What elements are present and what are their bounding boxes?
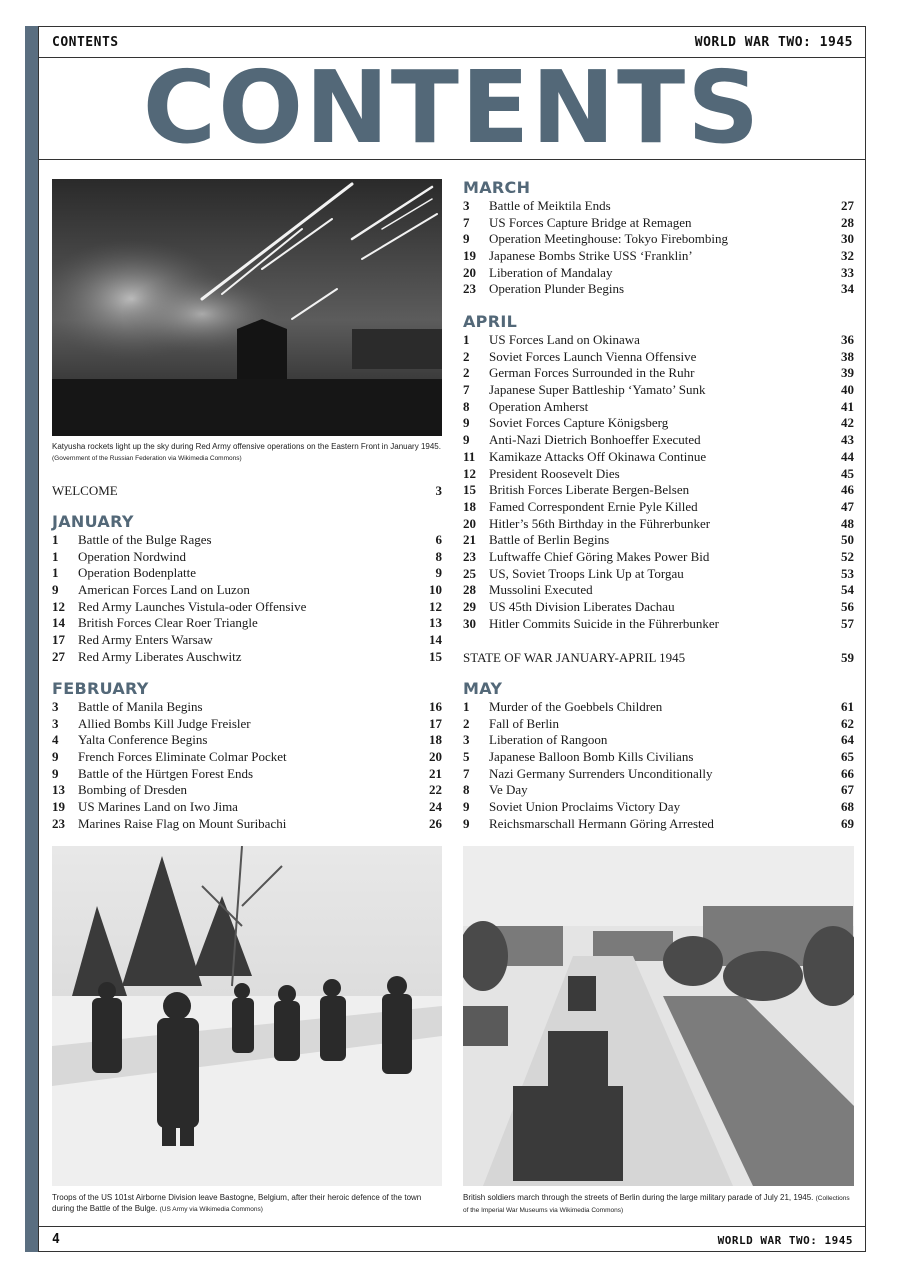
april-entry-list	[463, 332, 854, 632]
entry-day: 9	[463, 415, 470, 431]
entry-title: Red Army Launches Vistula-oder Offensive	[78, 598, 307, 614]
entry-title: Battle of Manila Begins	[78, 699, 203, 714]
entry-day: 23	[463, 548, 476, 564]
entry-page: 46	[841, 482, 854, 498]
entry-title: Soviet Forces Launch Vienna Offensive	[489, 348, 697, 364]
caption-credit: (Collections of the Imperial War Museums via Wikimedia Commons)	[463, 1195, 850, 1214]
entry-day: 8	[463, 398, 470, 414]
section-heading-may: MAY	[463, 679, 503, 698]
entry-day: 20	[463, 515, 476, 531]
entry-day: 1	[52, 532, 59, 547]
toc-entry-january[interactable]	[52, 599, 442, 616]
entry-day: 12	[52, 598, 65, 614]
toc-entry-april[interactable]	[463, 349, 854, 366]
entry-title: Reichsmarschall Hermann Göring Arrested	[489, 815, 714, 831]
entry-page: 65	[841, 749, 854, 765]
entry-title: Yalta Conference Begins	[78, 732, 208, 748]
toc-entry-january[interactable]	[52, 532, 442, 549]
entry-title: Bombing of Dresden	[78, 782, 188, 798]
toc-entry-april[interactable]	[463, 399, 854, 416]
toc-entry-april[interactable]	[463, 549, 854, 566]
running-header-left: CONTENTS	[52, 35, 119, 50]
entry-page: 41	[841, 398, 854, 414]
section-heading-april: APRIL	[463, 312, 518, 331]
entry-page: 50	[841, 532, 854, 548]
toc-entry-may[interactable]	[463, 732, 854, 749]
toc-entry-february[interactable]	[52, 749, 442, 766]
berlin-parade-photo	[463, 846, 854, 1186]
entry-title: Japanese Super Battleship ‘Yamato’ Sunk	[489, 382, 706, 398]
toc-entry-may[interactable]	[463, 716, 854, 733]
entry-page: 47	[841, 498, 854, 514]
page-number: 4	[52, 1232, 61, 1247]
section-heading-february: FEBRUARY	[52, 679, 149, 698]
state-of-war-title: STATE OF WAR JANUARY-APRIL 1945	[463, 650, 686, 665]
toc-entry-february[interactable]	[52, 782, 442, 799]
toc-entry-may[interactable]	[463, 766, 854, 783]
toc-entry-march[interactable]	[463, 198, 854, 215]
entry-day: 1	[52, 565, 59, 581]
entry-page: 64	[841, 732, 854, 748]
entry-page: 54	[841, 582, 854, 598]
toc-state-of-war-entry[interactable]	[463, 650, 854, 666]
entry-day: 14	[52, 615, 65, 631]
entry-day: 18	[463, 498, 476, 514]
entry-day: 2	[463, 348, 470, 364]
entry-title: Operation Plunder Begins	[489, 281, 625, 297]
entry-page: 17	[429, 715, 442, 731]
section-heading-march: MARCH	[463, 178, 531, 197]
entry-page: 40	[841, 382, 854, 398]
entry-page: 26	[429, 815, 442, 831]
entry-day: 9	[52, 749, 59, 765]
toc-entry-february[interactable]	[52, 816, 442, 833]
entry-page: 34	[841, 281, 854, 297]
toc-entry-february[interactable]	[52, 799, 442, 816]
entry-page: 30	[841, 231, 854, 247]
toc-entry-april[interactable]	[463, 415, 854, 432]
entry-title: Japanese Bombs Strike USS ‘Franklin’	[489, 248, 693, 264]
entry-page: 16	[429, 699, 442, 714]
entry-title: Operation Bodenplatte	[78, 565, 197, 581]
entry-title: Soviet Union Proclaims Victory Day	[489, 799, 681, 815]
entry-day: 1	[463, 332, 470, 347]
march-entry-list	[463, 198, 854, 298]
entry-day: 3	[463, 198, 470, 213]
entry-title: Red Army Liberates Auschwitz	[78, 648, 242, 664]
caption-text: Katyusha rockets light up the sky during Red Army offensive operations on the Eastern Front in January 1945.	[52, 442, 441, 451]
toc-entry-april[interactable]	[463, 382, 854, 399]
entry-page: 21	[429, 765, 442, 781]
toc-entry-may[interactable]	[463, 816, 854, 833]
entry-day: 9	[52, 582, 59, 598]
february-entry-list	[52, 699, 442, 833]
entry-page: 38	[841, 348, 854, 364]
section-heading-january: JANUARY	[52, 512, 134, 531]
entry-day: 9	[463, 815, 470, 831]
entry-title: British Forces Liberate Bergen-Belsen	[489, 482, 690, 498]
caption-text: Troops of the US 101st Airborne Division leave Bastogne, Belgium, after their heroic defence of the town during the Battle of the Bulge.	[52, 1193, 422, 1213]
toc-entry-january[interactable]	[52, 632, 442, 649]
entry-page: 68	[841, 799, 854, 815]
entry-day: 1	[463, 699, 470, 714]
entry-day: 2	[463, 715, 470, 731]
bastogne-photo-caption	[52, 1192, 442, 1215]
entry-page: 14	[429, 632, 442, 648]
toc-entry-march[interactable]	[463, 231, 854, 248]
entry-day: 23	[463, 281, 476, 297]
entry-title: Mussolini Executed	[489, 582, 593, 598]
entry-title: Liberation of Mandalay	[489, 264, 613, 280]
entry-title: Japanese Balloon Bomb Kills Civilians	[489, 749, 694, 765]
entry-day: 5	[463, 749, 470, 765]
entry-day: 28	[463, 582, 476, 598]
entry-page: 62	[841, 715, 854, 731]
entry-title: German Forces Surrounded in the Ruhr	[489, 365, 695, 381]
entry-day: 3	[52, 699, 59, 714]
entry-title: Murder of the Goebbels Children	[489, 699, 663, 714]
entry-day: 12	[463, 465, 476, 481]
entry-title: Nazi Germany Surrenders Unconditionally	[489, 765, 713, 781]
entry-day: 4	[52, 732, 59, 748]
toc-entry-april[interactable]	[463, 616, 854, 633]
entry-title: Luftwaffe Chief Göring Makes Power Bid	[489, 548, 710, 564]
caption-credit: (Government of the Russian Federation via Wikimedia Commons)	[52, 455, 242, 462]
toc-entry-april[interactable]	[463, 599, 854, 616]
entry-day: 19	[52, 799, 65, 815]
entry-page: 9	[435, 565, 442, 581]
entry-page: 66	[841, 765, 854, 781]
welcome-title: WELCOME	[52, 483, 118, 498]
page-spine-bar	[25, 26, 38, 1252]
entry-day: 30	[463, 615, 476, 631]
entry-page: 8	[435, 548, 442, 564]
toc-entry-may[interactable]	[463, 749, 854, 766]
entry-day: 9	[463, 231, 470, 247]
toc-entry-april[interactable]	[463, 365, 854, 382]
entry-day: 11	[463, 448, 476, 464]
entry-page: 20	[429, 749, 442, 765]
entry-day: 1	[52, 548, 59, 564]
entry-title: Marines Raise Flag on Mount Suribachi	[78, 815, 287, 831]
toc-entry-may[interactable]	[463, 799, 854, 816]
entry-title: Kamikaze Attacks Off Okinawa Continue	[489, 448, 707, 464]
entry-title: US 45th Division Liberates Dachau	[489, 599, 675, 614]
entry-day: 8	[463, 782, 470, 798]
entry-page: 28	[841, 214, 854, 230]
toc-entry-march[interactable]	[463, 281, 854, 298]
entry-title: Famed Correspondent Ernie Pyle Killed	[489, 498, 698, 514]
entry-page: 39	[841, 365, 854, 381]
toc-entry-january[interactable]	[52, 615, 442, 632]
toc-entry-april[interactable]	[463, 582, 854, 599]
entry-day: 9	[52, 765, 59, 781]
entry-title: Anti-Nazi Dietrich Bonhoeffer Executed	[489, 432, 701, 448]
may-entry-list	[463, 699, 854, 833]
toc-entry-april[interactable]	[463, 499, 854, 516]
entry-page: 56	[841, 599, 854, 614]
toc-entry-march[interactable]	[463, 248, 854, 265]
toc-entry-january[interactable]	[52, 565, 442, 582]
toc-entry-february[interactable]	[52, 766, 442, 783]
entry-title: Operation Meetinghouse: Tokyo Firebombing	[489, 231, 728, 247]
entry-day: 19	[463, 248, 476, 264]
entry-title: Battle of the Bulge Rages	[78, 532, 212, 547]
entry-day: 2	[463, 365, 470, 381]
toc-entry-march[interactable]	[463, 265, 854, 282]
toc-entry-february[interactable]	[52, 699, 442, 716]
january-entry-list	[52, 532, 442, 666]
entry-day: 9	[463, 432, 470, 448]
entry-title: President Roosevelt Dies	[489, 465, 620, 481]
welcome-page: 3	[435, 483, 442, 498]
katyusha-photo-caption	[52, 441, 442, 464]
entry-page: 12	[429, 598, 442, 614]
entry-title: Red Army Enters Warsaw	[78, 632, 213, 648]
entry-page: 33	[841, 264, 854, 280]
entry-day: 7	[463, 765, 470, 781]
entry-title: Allied Bombs Kill Judge Freisler	[78, 715, 251, 731]
toc-welcome-entry[interactable]	[52, 483, 442, 499]
toc-entry-january[interactable]	[52, 582, 442, 599]
caption-text: British soldiers march through the streets of Berlin during the large military parade of July 21, 1945.	[463, 1193, 814, 1202]
footer-rule	[38, 1226, 866, 1227]
entry-title: US, Soviet Troops Link Up at Torgau	[489, 565, 684, 581]
entry-title: US Forces Land on Okinawa	[489, 332, 640, 347]
entry-page: 27	[841, 198, 854, 213]
running-footer-right: WORLD WAR TWO: 1945	[717, 1234, 853, 1247]
entry-day: 7	[463, 382, 470, 398]
toc-entry-may[interactable]	[463, 699, 854, 716]
entry-day: 23	[52, 815, 65, 831]
entry-title: Ve Day	[489, 782, 528, 798]
entry-title: Battle of Meiktila Ends	[489, 198, 611, 213]
bastogne-troops-photo	[52, 846, 442, 1186]
entry-title: Soviet Forces Capture Königsberg	[489, 415, 669, 431]
entry-page: 42	[841, 415, 854, 431]
entry-page: 36	[841, 332, 854, 347]
toc-entry-april[interactable]	[463, 332, 854, 349]
entry-page: 6	[435, 532, 442, 547]
caption-credit: (US Army via Wikimedia Commons)	[159, 1206, 263, 1213]
entry-day: 27	[52, 648, 65, 664]
entry-day: 9	[463, 799, 470, 815]
berlin-photo-caption	[463, 1192, 854, 1216]
toc-entry-january[interactable]	[52, 549, 442, 566]
entry-page: 67	[841, 782, 854, 798]
entry-title: Battle of Berlin Begins	[489, 532, 610, 548]
entry-page: 44	[841, 448, 854, 464]
entry-day: 3	[463, 732, 470, 748]
entry-page: 48	[841, 515, 854, 531]
entry-day: 25	[463, 565, 476, 581]
entry-day: 20	[463, 264, 476, 280]
entry-title: Hitler Commits Suicide in the Führerbunker	[489, 615, 719, 631]
toc-entry-march[interactable]	[463, 215, 854, 232]
entry-title: Operation Nordwind	[78, 548, 186, 564]
entry-page: 32	[841, 248, 854, 264]
toc-entry-april[interactable]	[463, 482, 854, 499]
running-header-right: WORLD WAR TWO: 1945	[694, 35, 853, 50]
entry-title: American Forces Land on Luzon	[78, 582, 250, 598]
entry-page: 18	[429, 732, 442, 748]
entry-page: 52	[841, 548, 854, 564]
page-title: CONTENTS	[142, 49, 762, 166]
entry-page: 24	[429, 799, 442, 815]
entry-page: 45	[841, 465, 854, 481]
toc-entry-april[interactable]	[463, 516, 854, 533]
entry-day: 3	[52, 715, 59, 731]
entry-day: 17	[52, 632, 65, 648]
entry-day: 29	[463, 599, 476, 614]
entry-title: British Forces Clear Roer Triangle	[78, 615, 258, 631]
entry-title: Hitler’s 56th Birthday in the Führerbunker	[489, 515, 711, 531]
entry-page: 53	[841, 565, 854, 581]
toc-entry-may[interactable]	[463, 782, 854, 799]
toc-entry-april[interactable]	[463, 449, 854, 466]
entry-page: 43	[841, 432, 854, 448]
entry-page: 22	[429, 782, 442, 798]
entry-page: 69	[841, 815, 854, 831]
entry-page: 57	[841, 615, 854, 631]
toc-entry-april[interactable]	[463, 466, 854, 483]
state-of-war-page: 59	[841, 650, 854, 665]
toc-entry-january[interactable]	[52, 649, 442, 666]
entry-page: 15	[429, 648, 442, 664]
entry-title: US Forces Capture Bridge at Remagen	[489, 214, 692, 230]
entry-title: US Marines Land on Iwo Jima	[78, 799, 238, 815]
entry-day: 21	[463, 532, 476, 548]
entry-title: Operation Amherst	[489, 398, 589, 414]
entry-title: Battle of the Hürtgen Forest Ends	[78, 765, 254, 781]
entry-title: Liberation of Rangoon	[489, 732, 608, 748]
toc-entry-february[interactable]	[52, 732, 442, 749]
toc-entry-april[interactable]	[463, 532, 854, 549]
entry-page: 13	[429, 615, 442, 631]
toc-entry-february[interactable]	[52, 716, 442, 733]
toc-entry-april[interactable]	[463, 432, 854, 449]
entry-title: Fall of Berlin	[489, 715, 560, 731]
entry-day: 15	[463, 482, 476, 498]
entry-page: 10	[429, 582, 442, 598]
entry-page: 61	[841, 699, 854, 714]
entry-day: 7	[463, 214, 470, 230]
toc-entry-april[interactable]	[463, 566, 854, 583]
entry-title: French Forces Eliminate Colmar Pocket	[78, 749, 287, 765]
entry-day: 13	[52, 782, 65, 798]
katyusha-rockets-photo	[52, 179, 442, 436]
